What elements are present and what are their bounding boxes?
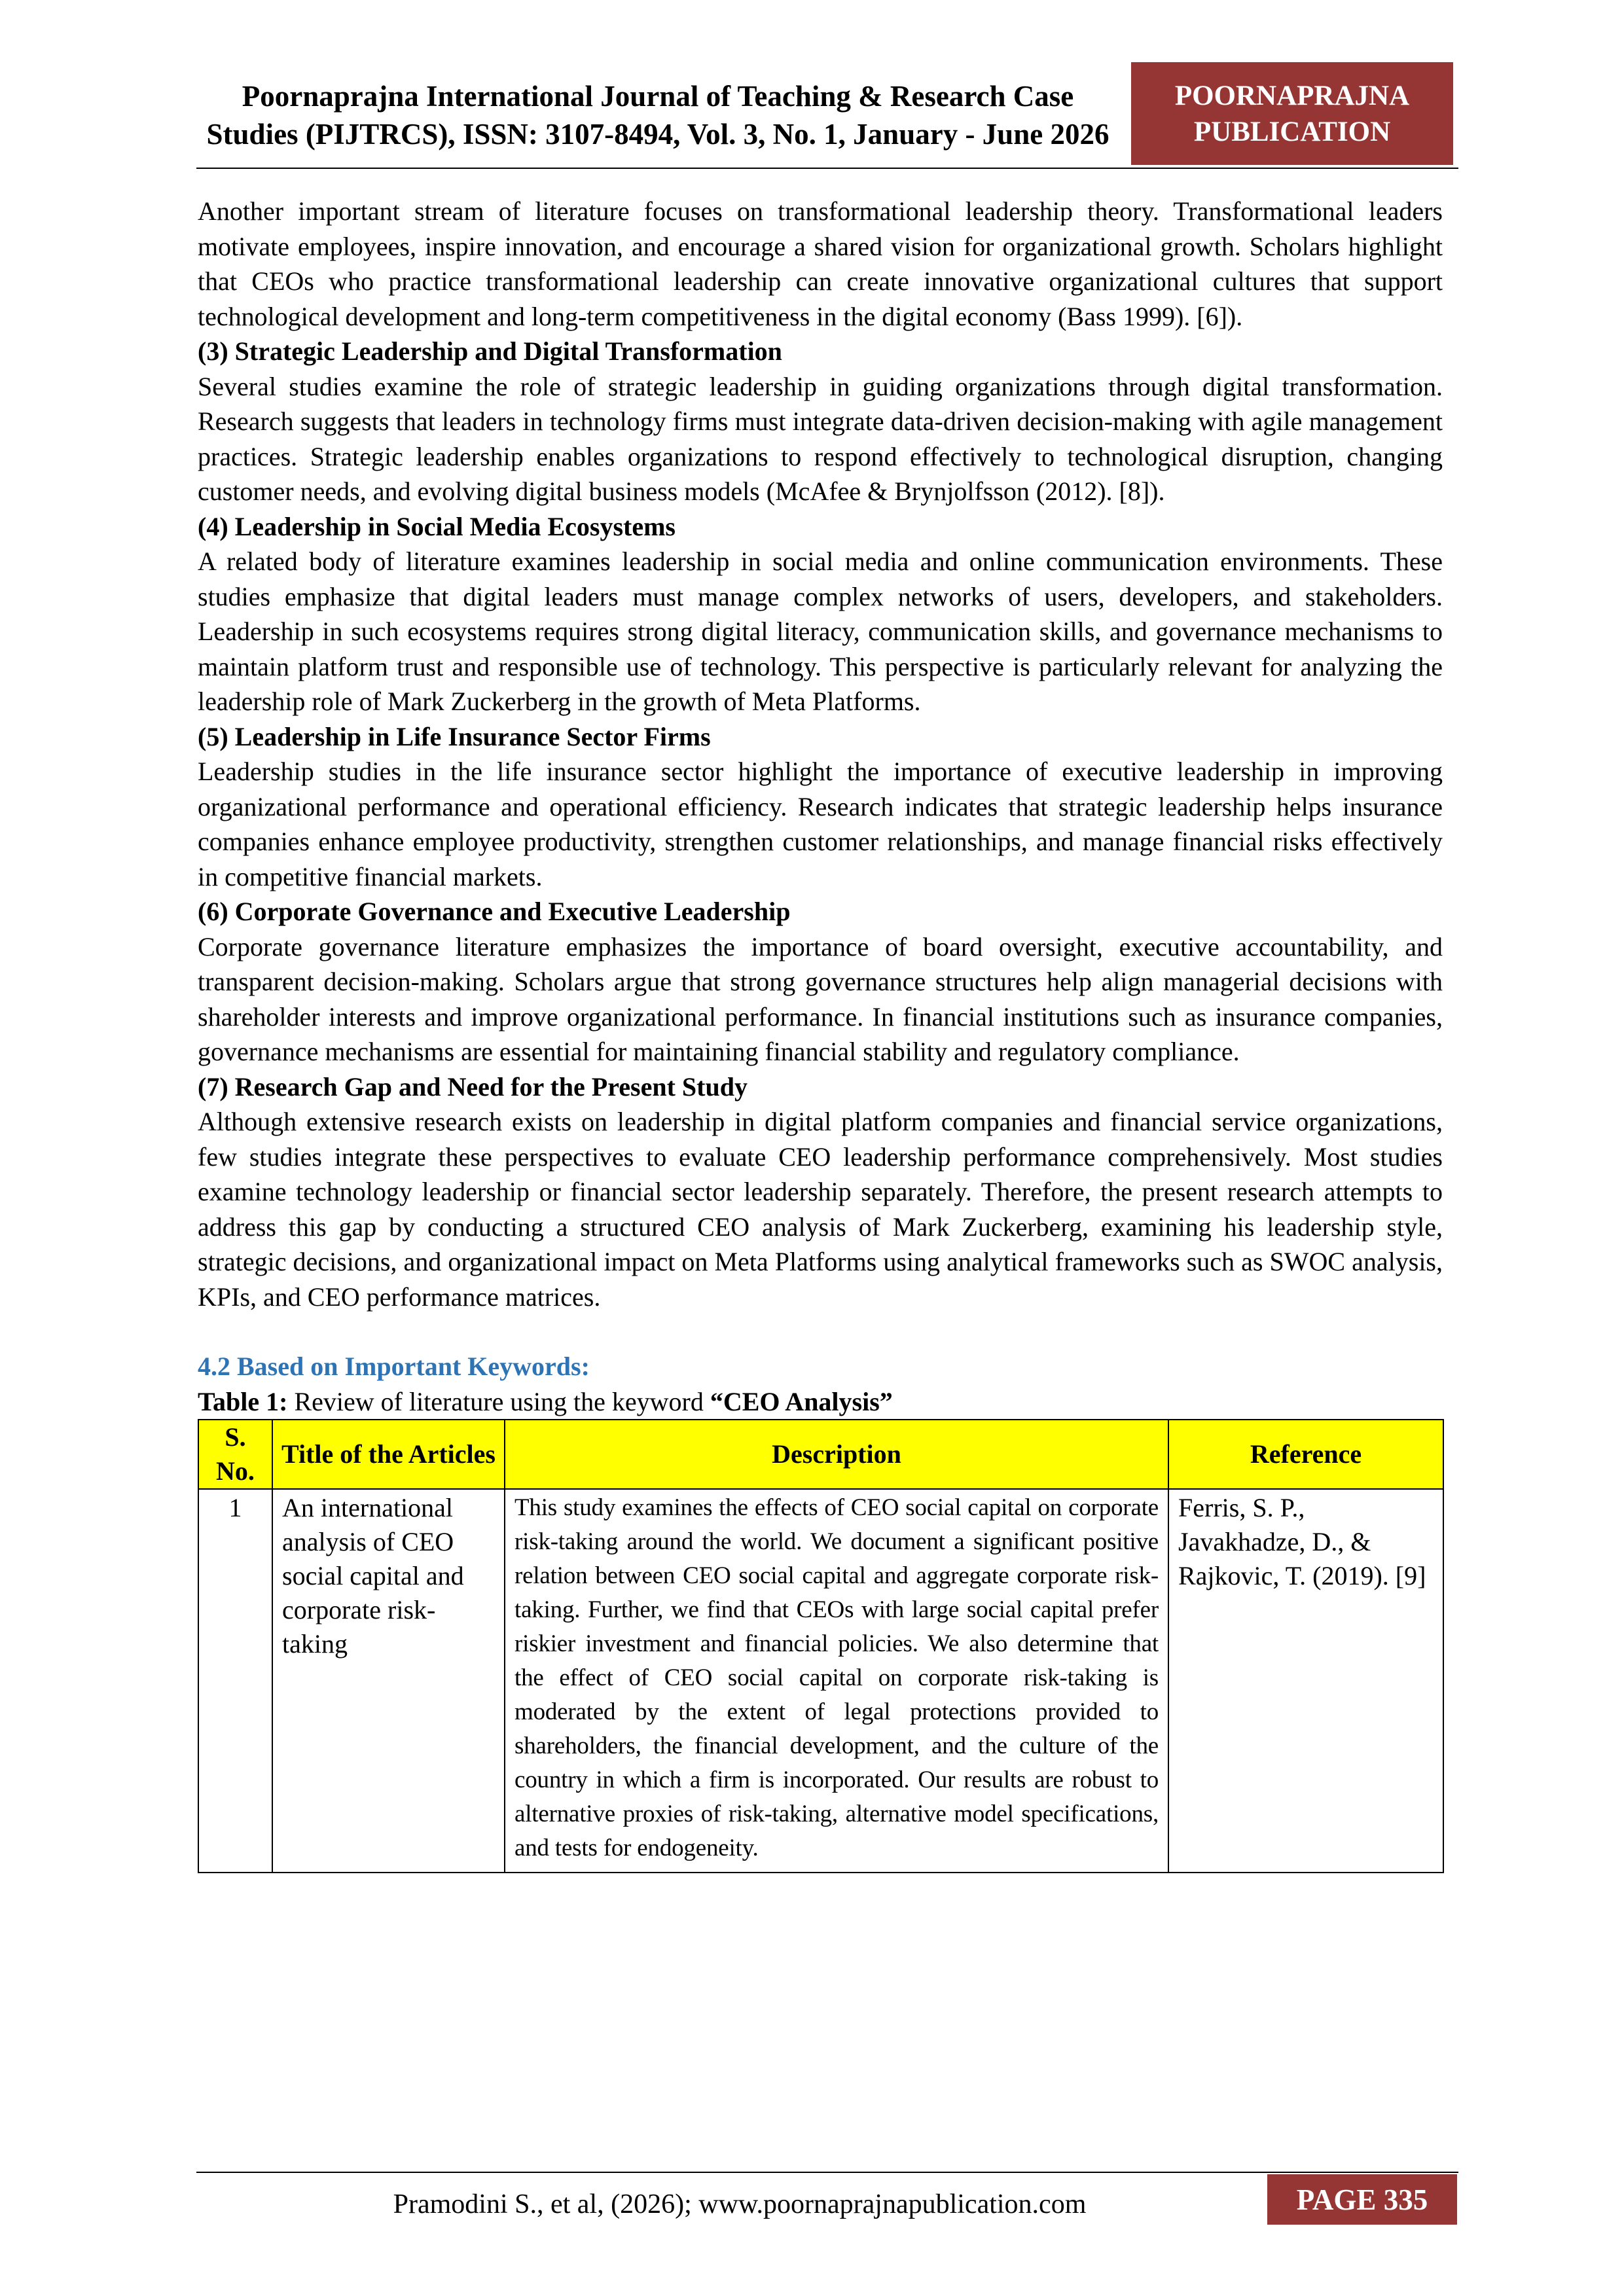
table-caption bbox=[198, 1384, 1443, 1420]
header-divider bbox=[196, 168, 1458, 169]
cell-description: This study examines the effects of CEO social capital on corporate risk-taking around the world. We document a significant positive relation between CEO social capital and aggregate corporate risk-taking. Further, we find that CEOs with large social capital prefer riskier investment and financial policies. We also determine that the effect of CEO social capital on corporate risk-taking is moderated by the extent of legal protections provided to shareholders, the financial development, and the culture of the country in which a firm is incorporated. Our results are robust to alternative proxies of risk-taking, alternative model specifications, and tests for endogeneity. bbox=[505, 1489, 1168, 1873]
article-body bbox=[198, 194, 1443, 1873]
journal-title bbox=[180, 77, 1136, 153]
table-header-row bbox=[198, 1420, 1443, 1489]
column-header-reference: Reference bbox=[1168, 1420, 1443, 1489]
column-header-description: Description bbox=[505, 1420, 1168, 1489]
cell-reference: Ferris, S. P., Javakhadze, D., & Rajkovic, T. (2019). [9] bbox=[1168, 1489, 1443, 1873]
section-text-research-gap: Although extensive research exists on leadership in digital platform companies and financial service organizations, few studies integrate these perspectives to evaluate CEO leadership performance comprehensively. Most studies examine technology leadership or financial sector leadership separately. Therefore, the present research attempts to address this gap by conducting a structured CEO analysis of Mark Zuckerberg, examining his leadership style, strategic decisions, and organizational impact on Meta Platforms using analytical frameworks such as SWOC analysis, KPIs, and CEO performance matrices. bbox=[198, 1107, 1443, 1312]
section-heading-life-insurance: (5) Leadership in Life Insurance Sector Firms bbox=[198, 721, 711, 751]
table-row bbox=[198, 1489, 1443, 1873]
journal-title-line-1: Poornaprajna International Journal of Teaching & Research Case bbox=[242, 80, 1074, 113]
intro-paragraph: Another important stream of literature focuses on transformational leadership theory. Transformational leaders motivate employees, inspire innovation, and encourage a shared vision for organizational growth. Scholars highlight that CEOs who practice transformational leadership can create innovative organizational cultures that support technological development and long-term competitiveness in the digital economy (Bass 1999). [6]). bbox=[198, 196, 1443, 331]
page-number-badge: PAGE 335 bbox=[1267, 2174, 1457, 2225]
footer-divider bbox=[196, 2172, 1458, 2173]
table-caption-label: Table 1: bbox=[198, 1386, 288, 1416]
journal-title-line-2: Studies (PIJTRCS), ISSN: 3107-8494, Vol. 3, No. 1, January - June 2026 bbox=[206, 118, 1110, 151]
section-heading-research-gap: (7) Research Gap and Need for the Present Study bbox=[198, 1071, 748, 1102]
literature-review-table bbox=[198, 1419, 1444, 1873]
section-text-life-insurance: Leadership studies in the life insurance sector highlight the importance of executive leadership in improving organizational performance and operational efficiency. Research indicates that strategic leadership helps insurance companies enhance employee productivity, strengthen customer relationships, and manage financial risks effectively in competitive financial markets. bbox=[198, 757, 1443, 891]
publisher-badge-line-1: POORNAPRAJNA bbox=[1174, 80, 1410, 111]
publisher-badge-line-2: PUBLICATION bbox=[1193, 116, 1391, 147]
column-header-sno: S. No. bbox=[198, 1420, 272, 1489]
table-caption-keyword: “CEO Analysis” bbox=[710, 1386, 893, 1416]
section-title-keywords: 4.2 Based on Important Keywords: bbox=[198, 1352, 590, 1381]
section-heading-strategic-leadership: (3) Strategic Leadership and Digital Transformation bbox=[198, 336, 782, 366]
section-heading-social-media: (4) Leadership in Social Media Ecosystems bbox=[198, 511, 676, 541]
table-caption-text: Review of literature using the keyword bbox=[287, 1386, 710, 1416]
section-text-corporate-governance: Corporate governance literature emphasizes the importance of board oversight, executive accountability, and transparent decision-making. Scholars argue that strong governance structures help align managerial decisions with shareholder interests and improve organizational performance. In financial institutions such as insurance companies, governance mechanisms are essential for maintaining financial stability and regulatory compliance. bbox=[198, 931, 1443, 1066]
section-heading-corporate-governance: (6) Corporate Governance and Executive Leadership bbox=[198, 897, 791, 926]
footer-citation: Pramodini S., et al, (2026); www.poornaprajnapublication.com bbox=[393, 2189, 1087, 2219]
cell-sno: 1 bbox=[198, 1489, 272, 1873]
section-text-strategic-leadership: Several studies examine the role of strategic leadership in guiding organizations through digital transformation. Research suggests that leaders in technology firms must integrate data-driven decision-making with agile management practices. Strategic leadership enables organizations to respond effectively to technological disruption, changing customer needs, and evolving digital business models (McAfee & Brynjolfsson (2012). [8]). bbox=[198, 371, 1443, 506]
section-text-social-media: A related body of literature examines leadership in social media and online communication environments. These studies emphasize that digital leaders must manage complex networks of users, developers, and stakeholders. Leadership in such ecosystems requires strong digital literacy, communication skills, and governance mechanisms to maintain platform trust and responsible use of technology. This perspective is particularly relevant for analyzing the leadership role of Mark Zuckerberg in the growth of Meta Platforms. bbox=[198, 547, 1443, 716]
cell-title: An international analysis of CEO social capital and corporate risk-taking bbox=[272, 1489, 505, 1873]
column-header-title: Title of the Articles bbox=[272, 1420, 505, 1489]
publisher-badge bbox=[1131, 62, 1453, 165]
